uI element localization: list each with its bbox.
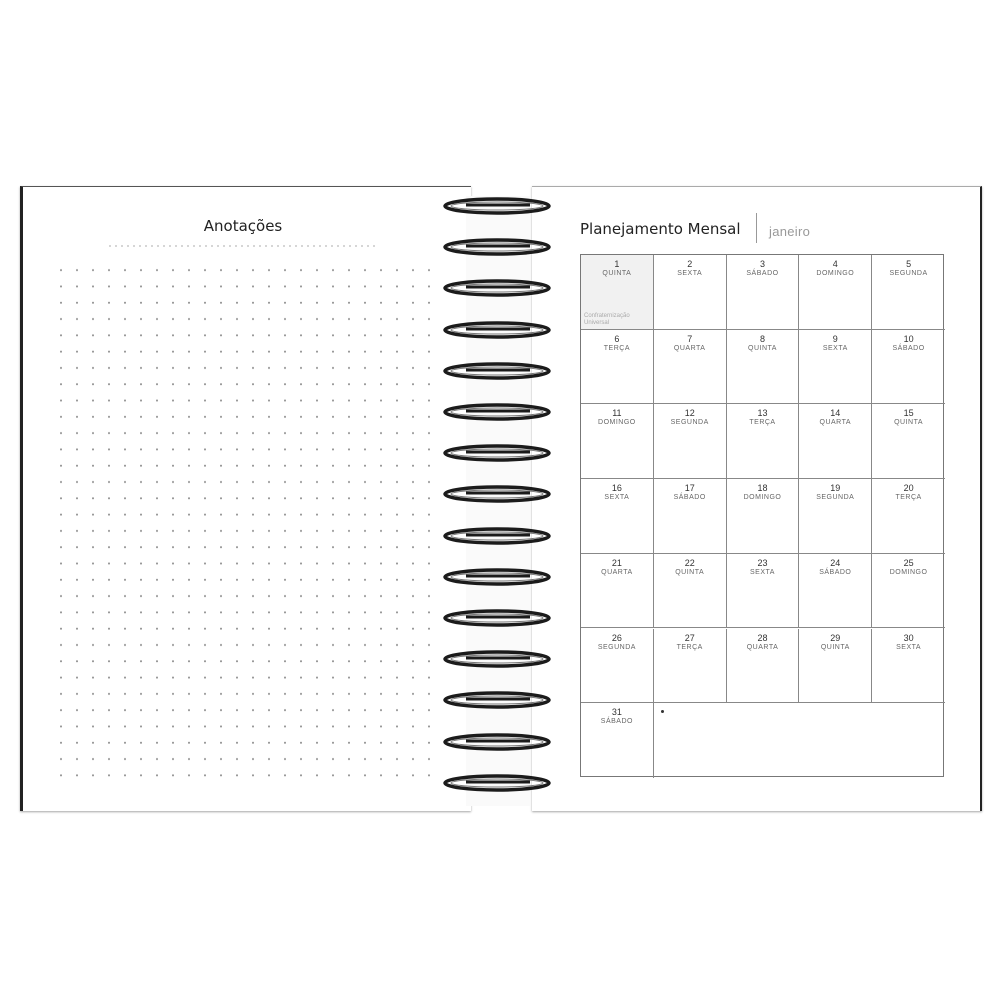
day-number: 18 bbox=[757, 483, 768, 494]
notes-title: Anotações bbox=[203, 217, 283, 235]
weekday-label: SEGUNDA bbox=[597, 643, 636, 651]
weekday-label: QUARTA bbox=[673, 344, 706, 352]
calendar-day-cell bbox=[727, 404, 800, 479]
calendar-day-cell bbox=[654, 404, 727, 479]
calendar-day-cell bbox=[727, 554, 800, 629]
day-number: 5 bbox=[906, 259, 912, 269]
day-number: 12 bbox=[684, 408, 695, 419]
spiral-ring bbox=[442, 320, 552, 340]
calendar-day-cell bbox=[727, 330, 800, 405]
calendar-day-cell bbox=[581, 404, 654, 479]
weekday-label: QUARTA bbox=[746, 643, 779, 651]
weekday-label: SEGUNDA bbox=[816, 494, 855, 502]
weekday-label: TERÇA bbox=[895, 494, 922, 502]
calendar-day-cell bbox=[872, 629, 945, 704]
day-number: 21 bbox=[611, 557, 622, 568]
weekday-label: SÁBADO bbox=[892, 344, 925, 352]
spiral-ring bbox=[442, 732, 552, 752]
calendar-day-cell bbox=[727, 479, 800, 554]
weekday-label: TERÇA bbox=[603, 344, 631, 352]
day-number: 25 bbox=[903, 557, 914, 568]
day-number: 28 bbox=[757, 632, 768, 643]
weekday-label: SEXTA bbox=[822, 344, 848, 352]
day-number: 6 bbox=[614, 333, 620, 344]
calendar-day-cell bbox=[581, 330, 654, 405]
weekday-label: QUINTA bbox=[748, 344, 777, 352]
title-dotted-line bbox=[107, 245, 377, 247]
day-number: 31 bbox=[611, 707, 622, 718]
day-number: 1 bbox=[614, 259, 620, 269]
calendar-day-cell bbox=[654, 479, 727, 554]
spiral-ring bbox=[442, 567, 552, 587]
weekday-label: DOMINGO bbox=[816, 270, 855, 277]
weekday-label: DOMINGO bbox=[743, 494, 782, 502]
notes-page bbox=[20, 186, 471, 811]
calendar-day-cell bbox=[654, 629, 727, 704]
weekday-label: SEGUNDA bbox=[889, 270, 928, 277]
day-number: 3 bbox=[759, 259, 765, 269]
day-number: 2 bbox=[687, 259, 693, 269]
spiral-ring bbox=[442, 278, 552, 298]
weekday-label: SEXTA bbox=[896, 643, 922, 651]
weekday-label: SÁBADO bbox=[819, 568, 852, 576]
day-number: 19 bbox=[830, 483, 841, 494]
weekday-label: SÁBADO bbox=[746, 270, 779, 277]
day-number: 4 bbox=[832, 259, 838, 269]
day-number: 13 bbox=[757, 408, 768, 419]
calendar-day-cell bbox=[654, 255, 727, 330]
spiral-ring bbox=[442, 361, 552, 381]
spiral-ring bbox=[442, 237, 552, 257]
weekday-label: QUINTA bbox=[602, 270, 632, 277]
calendar-day-cell bbox=[581, 255, 654, 330]
calendar-day-cell bbox=[581, 629, 654, 704]
weekday-label: SEGUNDA bbox=[670, 419, 709, 427]
planner-title: Planejamento Mensal bbox=[580, 220, 741, 238]
month-label: janeiro bbox=[769, 224, 811, 239]
day-number: 16 bbox=[611, 483, 622, 494]
weekday-label: DOMINGO bbox=[598, 419, 636, 427]
spiral-ring bbox=[442, 443, 552, 463]
day-number: 23 bbox=[757, 557, 768, 568]
calendar-day-cell bbox=[581, 479, 654, 554]
day-number: 15 bbox=[903, 408, 914, 419]
calendar-day-cell bbox=[727, 629, 800, 704]
calendar-grid bbox=[580, 254, 944, 777]
day-number: 14 bbox=[830, 408, 841, 419]
weekday-label: SÁBADO bbox=[600, 718, 633, 726]
weekday-label: QUINTA bbox=[894, 419, 924, 427]
spiral-binding bbox=[466, 196, 530, 806]
weekday-label: SÁBADO bbox=[673, 494, 706, 502]
calendar-day-cell bbox=[799, 404, 872, 479]
calendar-day-cell bbox=[727, 255, 800, 330]
day-number: 24 bbox=[830, 557, 841, 568]
calendar-day-cell bbox=[872, 554, 945, 629]
spiral-ring bbox=[442, 773, 552, 793]
calendar-day-cell bbox=[581, 554, 654, 629]
calendar-day-cell bbox=[872, 330, 945, 405]
weekday-label: QUINTA bbox=[820, 643, 850, 651]
spiral-ring bbox=[442, 196, 552, 216]
weekday-label: SEXTA bbox=[677, 270, 703, 277]
calendar-day-cell bbox=[799, 629, 872, 704]
calendar-day-cell bbox=[872, 404, 945, 479]
day-number: 10 bbox=[903, 333, 914, 344]
day-number: 22 bbox=[684, 557, 695, 568]
day-number: 7 bbox=[687, 333, 693, 344]
weekday-label: QUARTA bbox=[601, 568, 633, 576]
spiral-ring bbox=[442, 402, 552, 422]
calendar-day-cell bbox=[799, 554, 872, 629]
calendar-day-cell bbox=[872, 479, 945, 554]
day-number: 20 bbox=[903, 483, 914, 494]
holiday-note: Confraternização Universal bbox=[584, 312, 630, 326]
day-number: 30 bbox=[903, 632, 914, 643]
calendar-day-cell bbox=[799, 479, 872, 554]
day-number: 29 bbox=[830, 632, 841, 643]
spiral-ring bbox=[442, 690, 552, 710]
calendar-day-cell bbox=[581, 703, 654, 778]
bullet-dot bbox=[661, 710, 664, 713]
day-number: 11 bbox=[612, 408, 622, 419]
day-number: 9 bbox=[832, 333, 838, 344]
calendar-day-cell bbox=[654, 554, 727, 629]
spiral-ring bbox=[442, 484, 552, 504]
weekday-label: DOMINGO bbox=[889, 568, 928, 576]
monthly-planner-page bbox=[532, 186, 982, 811]
spiral-ring bbox=[442, 649, 552, 669]
day-number: 26 bbox=[611, 632, 622, 643]
calendar-day-cell bbox=[799, 255, 872, 330]
calendar-day-cell bbox=[799, 330, 872, 405]
weekday-label: SEXTA bbox=[604, 494, 630, 502]
title-divider bbox=[756, 213, 757, 243]
weekday-label: TERÇA bbox=[749, 419, 776, 427]
dot-grid bbox=[53, 262, 443, 782]
weekday-label: SEXTA bbox=[750, 568, 775, 576]
weekday-label: QUARTA bbox=[819, 419, 852, 427]
day-number: 8 bbox=[759, 333, 765, 344]
spiral-ring bbox=[442, 608, 552, 628]
spiral-ring bbox=[442, 526, 552, 546]
notes-box bbox=[654, 703, 945, 778]
weekday-label: QUINTA bbox=[675, 568, 705, 576]
calendar-day-cell bbox=[872, 255, 945, 330]
day-number: 17 bbox=[684, 483, 695, 494]
day-number: 27 bbox=[684, 632, 695, 643]
weekday-label: TERÇA bbox=[676, 643, 703, 651]
calendar-day-cell bbox=[654, 330, 727, 405]
